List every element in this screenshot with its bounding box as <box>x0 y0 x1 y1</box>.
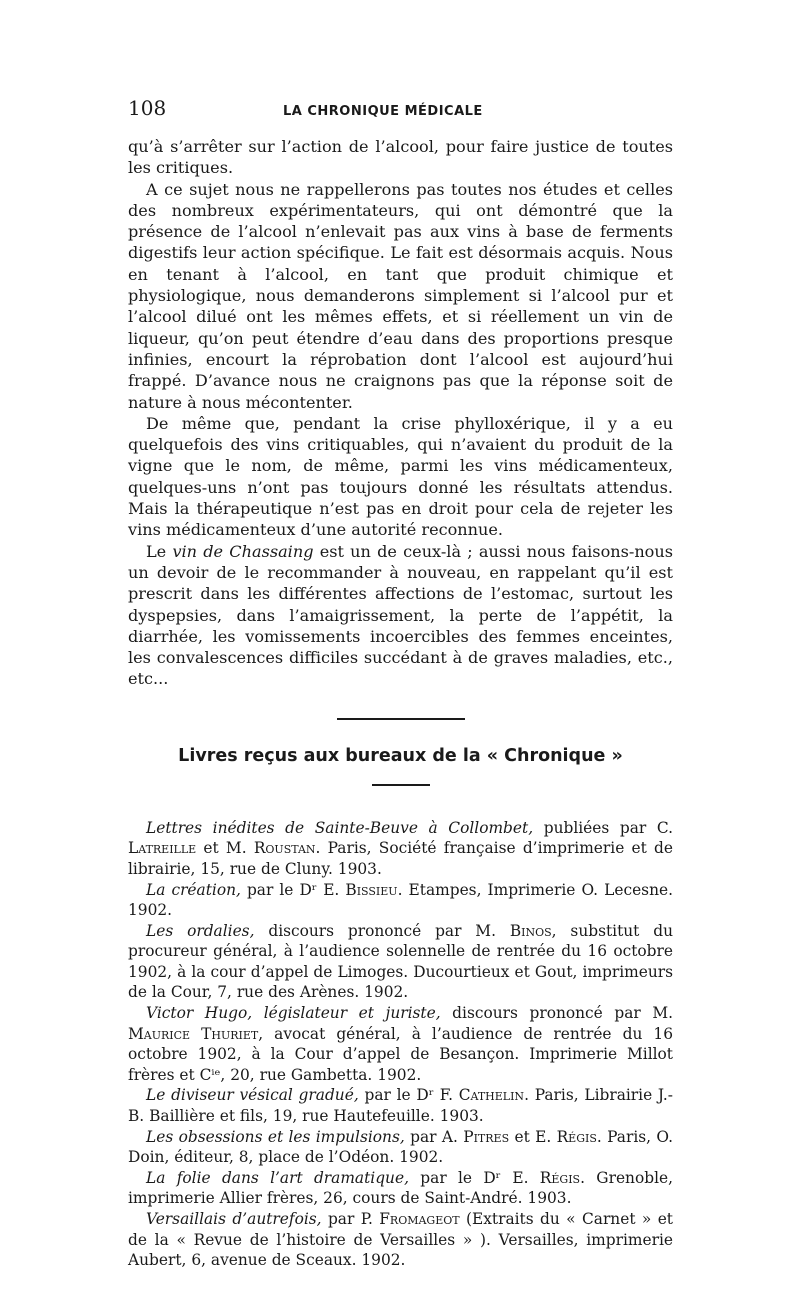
section-title: Livres reçus aux bureaux de la « Chronique » <box>178 745 623 766</box>
text-run: et E. <box>509 1127 557 1146</box>
text-run: . Paris, Librairie J.-B. Baillière et fils, 19, rue Hautefeuille. 1903. <box>128 1086 673 1126</box>
running-title: LA CHRONIQUE MÉDICALE <box>283 104 483 119</box>
text-run: par le Dʳ E. <box>240 880 346 899</box>
author-name: Roustan <box>253 839 316 858</box>
author-name: Régis <box>556 1127 597 1146</box>
book-entry <box>128 1085 673 1126</box>
text-run: et M. <box>196 839 254 858</box>
paragraph: qu’à s’arrêter sur l’action de l’alcool, pour faire justice de toutes les critiques. <box>128 137 673 178</box>
text-run: publiées par C. <box>533 818 674 837</box>
book-title: La création, <box>146 880 241 899</box>
text-run: , avocat général, à l’audience de rentrée du 16 octobre 1902, à la Cour d’appel de Besançon. Imprimerie Millot frères et Cⁱᵉ, 20, rue Gambetta. 1902. <box>128 1024 673 1084</box>
document-page <box>128 96 673 1271</box>
book-title: Les ordalies, <box>146 921 255 940</box>
book-title: La folie dans l’art dramatique, <box>146 1168 409 1187</box>
author-name: Régis <box>539 1168 581 1187</box>
book-entry <box>128 1003 673 1085</box>
book-title: Lettres inédites de Sainte-Beuve à Collombet, <box>146 818 534 837</box>
book-entry <box>128 880 673 921</box>
book-title: Les obsessions et les impulsions, <box>146 1127 405 1146</box>
section-divider <box>337 718 465 720</box>
text-run: par le Dʳ F. <box>358 1086 459 1105</box>
author-name: Maurice Thuriet <box>128 1024 259 1043</box>
author-name: Cathelin <box>458 1086 525 1105</box>
text-run: Le <box>146 541 173 561</box>
book-entry <box>128 1209 673 1271</box>
text-run: par P. <box>321 1210 380 1228</box>
book-title: Le diviseur vésical gradué, <box>146 1086 359 1105</box>
text-run: , substitut du procureur général, à l’audience solennelle de rentrée du 16 octobre 1902, à la cour d’appel de Limoges. Ducourtieux et Gout, imprimeurs de la Cour, 7, rue des Arènes. 1902. <box>128 921 673 1002</box>
page-number: 108 <box>128 96 167 120</box>
text-run: . Grenoble, imprimerie Allier frères, 26, cours de Saint-André. 1903. <box>128 1168 674 1208</box>
paragraph: De même que, pendant la crise phylloxérique, il y a eu quelquefois des vins critiquables, qui n’avaient du produit de la vigne que le nom, de même, parmi les vins médicamenteux, quelques-uns n’ont pas toujours donné les résultats attendus. Mais la thérapeutique n’est pas en droit pour cela de rejeter les vins médicamenteux d’une autorité reconnue. <box>128 413 673 540</box>
book-entry <box>128 1168 673 1209</box>
text-run: par le Dʳ E. <box>408 1168 540 1187</box>
title-underline <box>372 784 430 786</box>
text-run: discours prononcé par M. <box>254 921 510 940</box>
book-title: Versaillais d’autrefois, <box>146 1210 322 1228</box>
author-name: Bissieu <box>345 880 398 899</box>
book-entry <box>128 818 673 880</box>
page-header <box>128 96 673 120</box>
author-name: Pitres <box>463 1127 510 1146</box>
book-entry <box>128 921 673 1003</box>
text-run: . Paris, Société française d’imprimerie et de librairie, 15, rue de Cluny. 1903. <box>128 839 673 878</box>
text-run: par A. <box>404 1127 464 1146</box>
paragraph <box>128 541 673 690</box>
book-list <box>128 818 673 1271</box>
product-name: vin de Chassaing <box>172 541 314 561</box>
text-run: est un de ceux-là ; aussi nous faisons-nous un devoir de le recommander à nouveau, en rappelant qu’il est prescrit dans les différentes affections de l’estomac, surtout les dyspepsies, dans l’amaigrissement, la perte de l’appétit, la diarrhée, les vomissements incoercibles des femmes enceintes, les convalescences difficiles succédant à de graves maladies, etc., etc... <box>128 541 673 689</box>
text-run: (Extraits du « Carnet » et de la « Revue de l’histoire de Versailles » ). Versailles, imprimerie Aubert, 6, avenue de Sceaux. 1902. <box>128 1210 673 1270</box>
author-name: Fromageot <box>379 1210 460 1228</box>
book-title: Victor Hugo, législateur et juriste, <box>146 1004 441 1023</box>
book-entry <box>128 1127 673 1168</box>
text-run: discours prononcé par M. <box>440 1004 673 1023</box>
text-run: . Etampes, Imprimerie O. Lecesne. 1902. <box>128 880 673 920</box>
article-body <box>128 136 673 690</box>
paragraph: A ce sujet nous ne rappellerons pas toutes nos études et celles des nombreux expérimentateurs, qui ont démontré que la présence de l’alcool n’enlevait pas aux vins à base de ferments digestifs leur action spécifique. Le fait est désormais acquis. Nous en tenant à l’alcool, en tant que produit chimique et physiologique, nous demanderons simplement si l’alcool pur et l’alcool dilué ont les mêmes effets, et si réellement un vin de liqueur, qu’on peut étendre d’eau dans des proportions presque infinies, encourt la réprobation dont l’alcool est aujourd’hui frappé. D’avance nous ne craignons pas que la réponse soit de nature à nous mécontenter. <box>128 179 673 412</box>
text-run: . Paris, O. Doin, éditeur, 8, place de l’Odéon. 1902. <box>128 1127 673 1167</box>
author-name: Latreille <box>128 839 197 858</box>
author-name: Binos <box>509 921 552 940</box>
